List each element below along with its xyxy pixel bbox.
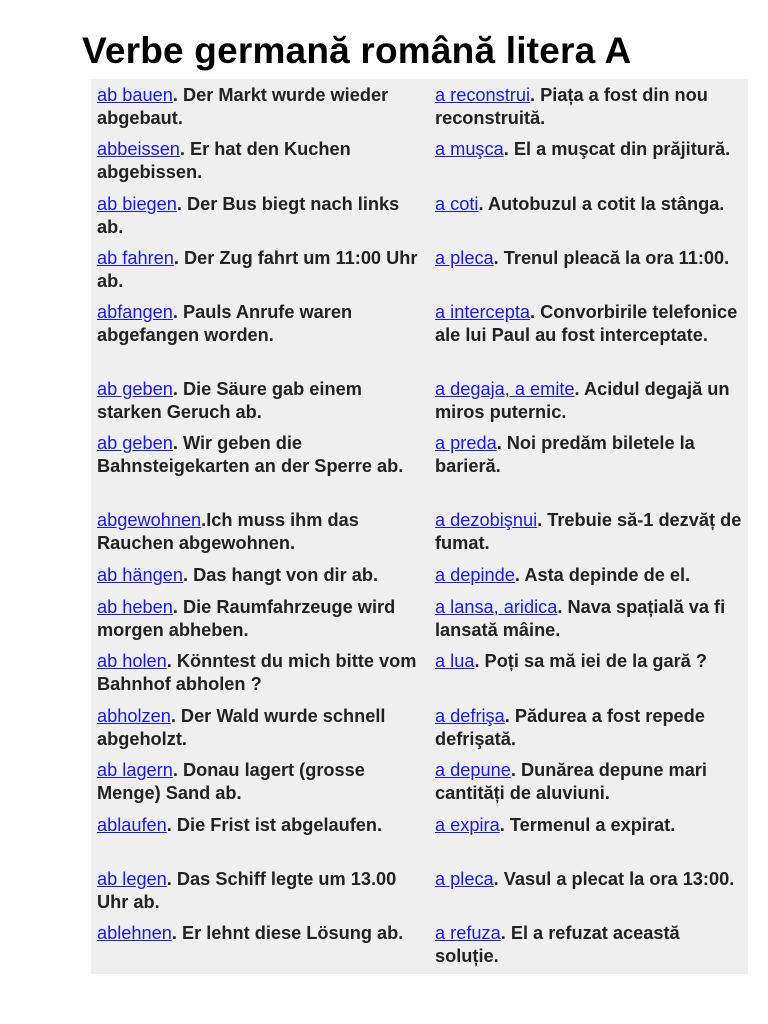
romanian-cell [435, 193, 745, 216]
romanian-cell [435, 705, 745, 750]
romanian-sentence: . Piața a fost din nou reconstruită. [435, 85, 708, 128]
romanian-cell [435, 759, 745, 804]
german-sentence: . Der Bus biegt nach links ab. [97, 194, 400, 237]
romanian-sentence: . Asta depinde de el. [514, 565, 691, 585]
romanian-verb-link[interactable]: a refuza [435, 923, 501, 943]
romanian-sentence: . Dunărea depune mari cantități de aluviuni. [435, 760, 707, 803]
romanian-sentence: . Termenul a expirat. [499, 815, 676, 835]
romanian-verb-link[interactable]: a degaja, a emite [435, 379, 575, 399]
german-verb-link[interactable]: ablaufen [97, 815, 167, 835]
romanian-cell [435, 301, 745, 346]
german-sentence: . Die Raumfahrzeuge wird morgen abheben. [97, 597, 396, 640]
romanian-verb-link[interactable]: a depinde [435, 565, 515, 585]
romanian-verb-link[interactable]: a reconstrui [435, 85, 531, 105]
german-cell [97, 247, 427, 292]
romanian-verb-link[interactable]: a coti [435, 194, 479, 214]
german-verb-link[interactable]: ab bauen [97, 85, 173, 105]
german-sentence: . Der Wald wurde schnell abgeholzt. [97, 706, 386, 749]
romanian-cell [435, 564, 745, 587]
romanian-verb-link[interactable]: a intercepta [435, 302, 531, 322]
german-verb-link[interactable]: abgewohnen [97, 510, 202, 530]
romanian-verb-link[interactable]: a depune [435, 760, 511, 780]
german-verb-link[interactable]: abbeissen [97, 139, 180, 159]
german-sentence: . Die Säure gab einem starken Geruch ab. [97, 379, 362, 422]
german-sentence: .Ich muss ihm das Rauchen abgewohnen. [97, 510, 359, 553]
german-sentence: . Das hangt von dir ab. [182, 565, 379, 585]
romanian-cell [435, 650, 745, 673]
romanian-sentence: . Acidul degajă un miros puternic. [435, 379, 730, 422]
german-verb-link[interactable]: ab geben [97, 433, 173, 453]
german-verb-link[interactable]: ab lagern [97, 760, 173, 780]
german-sentence: . Er hat den Kuchen abgebissen. [97, 139, 351, 182]
romanian-cell [435, 596, 745, 641]
romanian-verb-link[interactable]: a lua [435, 651, 475, 671]
german-sentence: . Der Zug fahrt um 11:00 Uhr ab. [97, 248, 418, 291]
verb-table [91, 79, 748, 974]
german-sentence: . Das Schiff legte um 13.00 Uhr ab. [97, 869, 397, 912]
german-cell [97, 193, 427, 238]
romanian-sentence: . Vasul a plecat la ora 13:00. [493, 869, 735, 889]
german-verb-link[interactable]: ab biegen [97, 194, 177, 214]
german-sentence: . Er lehnt diese Lösung ab. [171, 923, 404, 943]
german-cell [97, 378, 427, 423]
romanian-sentence: . Autobuzul a cotit la stânga. [478, 194, 725, 214]
romanian-verb-link[interactable]: a lansa, aridica [435, 597, 558, 617]
german-verb-link[interactable]: ablehnen [97, 923, 172, 943]
german-verb-link[interactable]: ab hängen [97, 565, 183, 585]
german-verb-link[interactable]: ab geben [97, 379, 173, 399]
german-sentence: . Wir geben die Bahnsteigekarten an der Sperre ab. [97, 433, 404, 476]
german-cell [97, 509, 427, 554]
german-verb-link[interactable]: ab legen [97, 869, 167, 889]
german-cell [97, 705, 427, 750]
romanian-verb-link[interactable]: a muşca [435, 139, 504, 159]
german-verb-link[interactable]: abholzen [97, 706, 171, 726]
romanian-sentence: . Nava spațială va fi lansată mâine. [435, 597, 726, 640]
german-cell [97, 922, 427, 945]
german-cell [97, 650, 427, 695]
romanian-sentence: . Pădurea a fost repede defrişată. [435, 706, 705, 749]
german-cell [97, 432, 427, 477]
romanian-sentence: . Convorbirile telefonice ale lui Paul au fost interceptate. [435, 302, 738, 345]
romanian-sentence: . Trebuie să-1 dezvăț de fumat. [435, 510, 742, 553]
german-cell [97, 301, 427, 346]
romanian-verb-link[interactable]: a pleca [435, 248, 494, 268]
romanian-cell [435, 378, 745, 423]
romanian-sentence: . Poți sa mă iei de la gară ? [474, 651, 707, 671]
romanian-cell [435, 84, 745, 129]
german-verb-link[interactable]: ab fahren [97, 248, 174, 268]
romanian-sentence: . El a muşcat din prăjitură. [503, 139, 731, 159]
german-sentence: . Donau lagert (grosse Menge) Sand ab. [97, 760, 365, 803]
romanian-cell [435, 247, 745, 270]
german-verb-link[interactable]: abfangen [97, 302, 173, 322]
romanian-cell [435, 432, 745, 477]
german-verb-link[interactable]: ab holen [97, 651, 167, 671]
romanian-cell [435, 868, 745, 891]
romanian-sentence: . Trenul pleacă la ora 11:00. [493, 248, 730, 268]
romanian-verb-link[interactable]: a preda [435, 433, 497, 453]
romanian-sentence: . El a refuzat această soluție. [435, 923, 680, 966]
page-title: Verbe germană română litera A [82, 30, 632, 71]
german-cell [97, 84, 427, 129]
german-verb-link[interactable]: ab heben [97, 597, 173, 617]
romanian-cell [435, 138, 745, 161]
german-sentence: . Pauls Anrufe waren abgefangen worden. [97, 302, 353, 345]
german-sentence: . Die Frist ist abgelaufen. [166, 815, 383, 835]
german-sentence: . Könntest du mich bitte vom Bahnhof abholen ? [97, 651, 417, 694]
romanian-verb-link[interactable]: a dezobişnui [435, 510, 538, 530]
romanian-cell [435, 509, 745, 554]
german-cell [97, 814, 427, 837]
romanian-verb-link[interactable]: a defrişa [435, 706, 505, 726]
german-cell [97, 596, 427, 641]
german-cell [97, 138, 427, 183]
romanian-sentence: . Noi predăm biletele la barieră. [435, 433, 695, 476]
german-sentence: . Der Markt wurde wieder abgebaut. [97, 85, 389, 128]
german-cell [97, 564, 427, 587]
german-cell [97, 759, 427, 804]
romanian-cell [435, 814, 745, 837]
romanian-verb-link[interactable]: a pleca [435, 869, 494, 889]
romanian-verb-link[interactable]: a expira [435, 815, 500, 835]
romanian-cell [435, 922, 745, 967]
german-cell [97, 868, 427, 913]
